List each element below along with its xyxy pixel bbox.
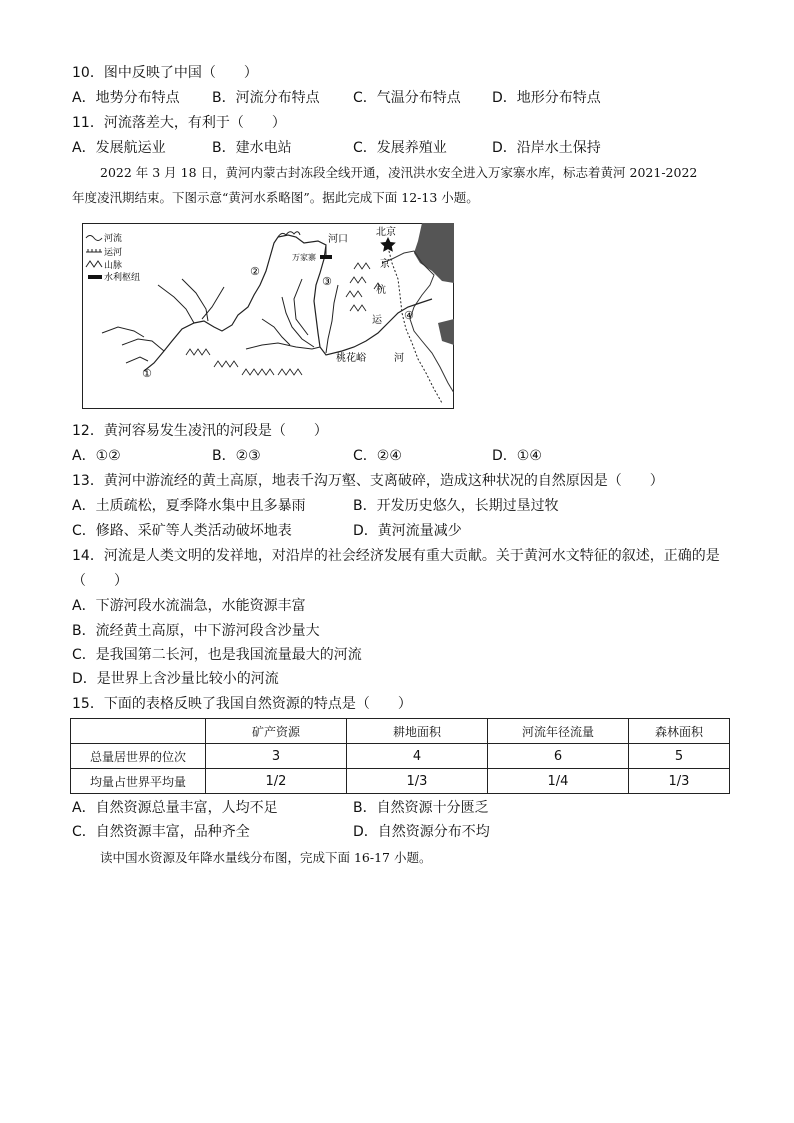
table-cell: 总量居世界的位次: [71, 744, 206, 769]
legend-dam: 水利枢纽: [104, 273, 141, 283]
table-cell: 均量占世界平均量: [71, 769, 206, 794]
q14-stem-line2: （ ）: [72, 573, 128, 589]
q13-stem: 13．黄河中游流经的黄土高原，地表千沟万壑、支离破碎，造成这种状况的自然原因是（ ）: [72, 473, 664, 489]
map-frame: [83, 224, 454, 409]
q10-option-a: A．地势分布特点: [72, 90, 180, 106]
q13-option-a: A．土质疏松，夏季降水集中且多暴雨: [72, 498, 306, 514]
table-header-cell: 森林面积: [629, 719, 730, 744]
table-cell: 1/3: [347, 769, 488, 794]
legend-dam-symbol: [88, 275, 102, 279]
q13-option-c: C．修路、采矿等人类活动破坏地表: [72, 523, 292, 539]
segment-1: ①: [142, 367, 152, 380]
table-cell: 4: [347, 744, 488, 769]
q15-option-d: D．自然资源分布不均: [353, 824, 490, 840]
q13-option-b: B．开发历史悠久，长期过垦过牧: [353, 498, 559, 514]
table-header-cell: 耕地面积: [347, 719, 488, 744]
canal-char-2: 杭: [376, 285, 386, 296]
label-hekou: 河口: [328, 234, 348, 245]
q15-stem: 15．下面的表格反映了我国自然资源的特点是（ ）: [72, 696, 412, 712]
q11-option-a: A．发展航运业: [72, 140, 166, 156]
table-cell: 3: [206, 744, 347, 769]
q12-option-c: C．②④: [353, 448, 402, 464]
yellow-river-map: [82, 223, 454, 409]
table-row: [71, 769, 730, 794]
q10-option-d: D．地形分布特点: [492, 90, 601, 106]
canal-char-3: 运: [372, 315, 382, 326]
table-row: [71, 744, 730, 769]
table-cell: 1/2: [206, 769, 347, 794]
legend-river: 河流: [104, 234, 123, 244]
label-beijing: 北京: [376, 227, 396, 238]
resources-table: [70, 718, 730, 794]
q12-option-d: D．①④: [492, 448, 542, 464]
intro2: 读中国水资源及年降水量线分布图，完成下面 16-17 小题。: [100, 850, 432, 865]
q11-option-d: D．沿岸水土保持: [492, 140, 601, 156]
wanjiazhai-dam: [320, 255, 332, 259]
q10-option-c: C．气温分布特点: [353, 90, 461, 106]
intro1-line1: 2022 年 3 月 18 日，黄河内蒙古封冻段全线开通，凌汛洪水安全进入万家寨水库，标志着黄河 2021-2022: [100, 165, 698, 180]
q15-option-a: A．自然资源总量丰富，人均不足: [72, 800, 278, 816]
segment-4: ④: [404, 309, 414, 322]
label-wanjiazhai: 万家寨: [292, 253, 316, 262]
label-taohuayu: 桃花峪: [336, 353, 366, 364]
q14-option-a: A．下游河段水流湍急，水能资源丰富: [72, 598, 306, 614]
table-header-cell: 矿产资源: [206, 719, 347, 744]
q14-option-d: D．是世界上含沙量比较小的河流: [72, 671, 279, 687]
canal-char-4: 河: [394, 353, 404, 364]
table-header-cell: 河流年径流量: [488, 719, 629, 744]
legend-canal: 运河: [104, 248, 123, 258]
segment-2: ②: [250, 265, 260, 278]
q13-option-d: D．黄河流量减少: [353, 523, 462, 539]
q11-stem: 11．河流落差大，有利于（ ）: [72, 115, 286, 131]
table-cell: 6: [488, 744, 629, 769]
q12-option-b: B．②③: [212, 448, 261, 464]
q14-stem-line1: 14．河流是人类文明的发祥地，对沿岸的社会经济发展有重大贡献。关于黄河水文特征的叙述，正确的是: [72, 548, 720, 564]
q15-option-c: C．自然资源丰富，品种齐全: [72, 824, 250, 840]
q10-option-b: B．河流分布特点: [212, 90, 320, 106]
segment-3: ③: [322, 275, 332, 288]
table-header-cell: [71, 719, 206, 744]
q15-option-b: B．自然资源十分匮乏: [353, 800, 489, 816]
table-cell: 1/3: [629, 769, 730, 794]
q10-stem: 10．图中反映了中国（ ）: [72, 65, 258, 81]
table-cell: 5: [629, 744, 730, 769]
q14-option-c: C．是我国第二长河，也是我国流量最大的河流: [72, 647, 362, 663]
q12-option-a: A．①②: [72, 448, 121, 464]
q14-option-b: B．流经黄土高原，中下游河段含沙量大: [72, 623, 320, 639]
table-header-row: [71, 719, 730, 744]
q11-option-b: B．建水电站: [212, 140, 292, 156]
intro1-line2: 年度凌汛期结束。下图示意“黄河水系略图”。据此完成下面 12-13 小题。: [72, 190, 479, 205]
canal-char-1: 京: [380, 259, 390, 270]
legend-mountain: 山脉: [104, 261, 123, 271]
table-cell: 1/4: [488, 769, 629, 794]
q11-option-c: C．发展养殖业: [353, 140, 447, 156]
q12-stem: 12．黄河容易发生凌汛的河段是（ ）: [72, 423, 328, 439]
